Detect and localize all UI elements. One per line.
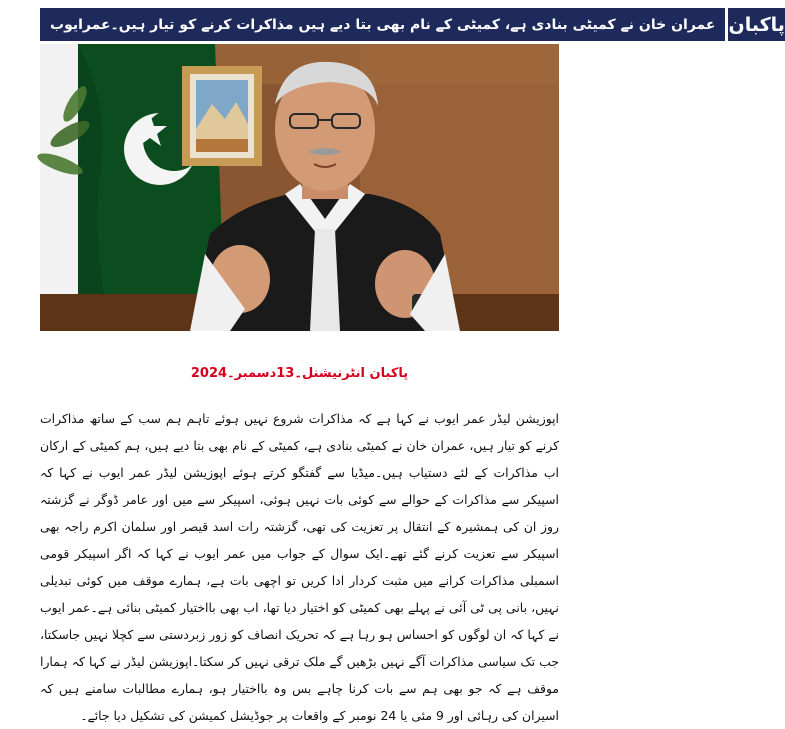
headline: عمران خان نے کمیٹی بنادی ہے، کمیٹی کے نام بھی بتا دیے ہیں مذاکرات کرنے کو تیار ہیں۔عمرایوب [40, 8, 725, 41]
article-body: اپوزیشن لیڈر عمر ایوب نے کہا ہے کہ مذاکرات شروع نہیں ہوئے تاہم ہم سب کے ساتھ مذاکرات کرنے کو تیار ہیں، عمران خان نے کمیٹی بنادی ہے، کمیٹی کے نام بھی بتا دیے ہیں، ہم کمیٹی کے ارکان اب مذاکرات کے لئے دستیاب ہیں۔میڈیا سے گفتگو کرتے ہوئے اپوزیشن لیڈر عمر ایوب نے کہا کہ اسپیکر سے مذاکرات کے حوالے سے کوئی بات نہیں ہوئی، اسپیکر سے میں اور عامر ڈوگر نے گزشتہ روز ان کی ہمشیرہ کے انتقال پر تعزیت کی تھی، گزشتہ رات اسد قیصر اور سلمان اکرم راجہ بھی اسپیکر سے تعزیت کرنے گئے تھے۔ایک سوال کے جواب میں عمر ایوب نے کہا کہ اگر اسپیکر قومی اسمبلی مذاکرات کرانے میں مثبت کردار ادا کریں تو اچھی بات ہے، ہمارے موقف میں کوئی تبدیلی نہیں، بانی پی ٹی آئی نے پہلے بھی کمیٹی کو اختیار دیا تھا، اب بھی بااختیار کمیٹی بنائی ہے۔عمر ایوب نے کہا کہ ان لوگوں کو احساس ہو رہا ہے کہ تحریک انصاف کو زور زبردستی سے کچلا نہیں جاسکتا، جب تک سیاسی مذاکرات آگے نہیں بڑھیں گے ملک ترقی نہیں کر سکتا۔اپوزیشن لیڈر نے کہا کہ ہمارا موقف ہے کہ جو بھی ہم سے بات کرنا چاہے بس وہ بااختیار ہو، ہمارے مطالبات سامنے ہیں کہ اسیران کی رہائی اور 9 مئی یا 24 نومبر کے واقعات پر جوڈیشل کمیشن کی تشکیل دیا جائے۔ [40, 411, 559, 723]
dateline: پاکبان انٹرنیشنل۔13دسمبر۔2024 [190, 366, 409, 381]
brand-logo: پاکبان [725, 8, 784, 41]
header-bar [40, 8, 785, 41]
article-photo [40, 44, 559, 331]
